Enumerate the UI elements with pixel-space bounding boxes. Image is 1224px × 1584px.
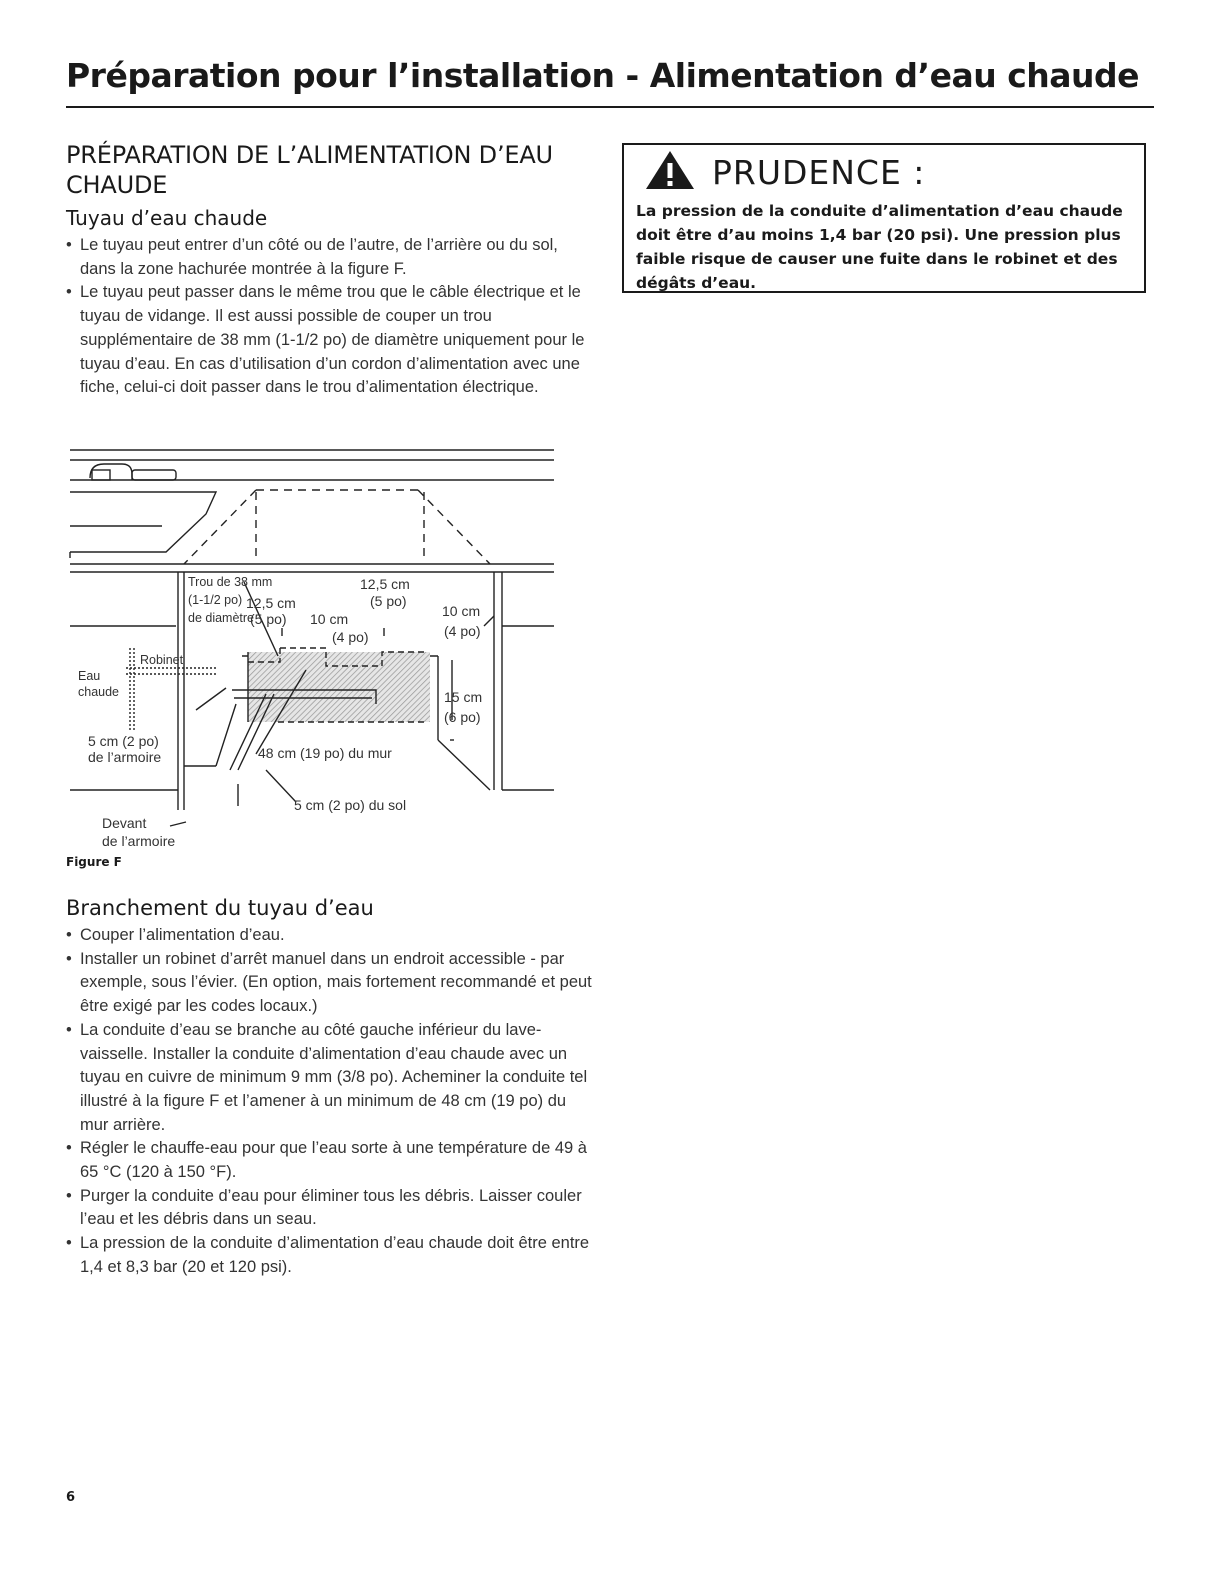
fig-label-hole-2: (1-1/2 po) (188, 593, 243, 607)
list-item: • Purger la conduite d’eau pour éliminer tous les débris. Laisser couler l’eau et les débris dans un seau. (66, 1185, 596, 1232)
fig-label-cab-1: 5 cm (2 po) (88, 733, 159, 749)
figure-f (66, 440, 566, 870)
list-item: • Régler le chauffe-eau pour que l’eau sorte à une température de 49 à 65 °C (120 à 150 °F). (66, 1137, 596, 1184)
pipe-subheading: Tuyau d’eau chaude (66, 206, 268, 230)
connection-section (66, 896, 596, 1280)
fig-label-hot-2: chaude (78, 685, 120, 699)
fig-label-front-2: de l’armoire (102, 833, 176, 849)
section-heading: PRÉPARATION DE L’ALIMENTATION D’EAU CHAUDE (66, 141, 553, 199)
fig-label-5po-b: (5 po) (370, 593, 407, 609)
fig-label-125-a: 12,5 cm (246, 595, 296, 611)
figure-caption: Figure F (66, 855, 122, 869)
fig-label-hot-1: Eau (78, 669, 101, 683)
caution-box (622, 143, 1146, 293)
page-number: 6 (66, 1490, 76, 1505)
fig-label-5po-a: (5 po) (250, 611, 287, 627)
connection-list (66, 924, 596, 1280)
fig-label-10-a: 10 cm (310, 611, 349, 627)
fig-label-4po-a: (4 po) (332, 629, 369, 645)
pipe-list (66, 234, 596, 400)
fig-label-wall: 48 cm (19 po) du mur (258, 745, 392, 761)
title-divider (66, 106, 1154, 108)
fig-label-125-b: 12,5 cm (360, 576, 410, 592)
list-item: • Installer un robinet d’arrêt manuel dans un endroit accessible - par exemple, sous l’évier. (En option, mais fortement recommandé et peut être exigé par les codes locaux.) (66, 948, 596, 1019)
list-item: • Le tuyau peut passer dans le même trou que le câble électrique et le tuyau de vidange. Il est aussi possible de couper un trou supplémentaire de 38 mm (1-1/2 po) de diamètre uniquement pour le tuyau d’eau. En cas d’utilisation d’un cordon d’alimentation avec une fiche, celui-ci doit passer dans le trou d’alimentation électrique. (66, 281, 596, 400)
fig-label-hole-3: de diamètre (188, 611, 255, 625)
fig-label-cab-2: de l’armoire (88, 749, 162, 765)
page-title: Préparation pour l’installation - Alimentation d’eau chaude (66, 56, 1140, 95)
list-item: • Le tuyau peut entrer d’un côté ou de l’autre, de l’arrière ou du sol, dans la zone hachurée montrée à la figure F. (66, 234, 596, 281)
fig-label-valve: Robinet (140, 653, 184, 667)
list-item: • La conduite d’eau se branche au côté gauche inférieur du lave-vaisselle. Installer la conduite d’alimentation d’eau chaude avec un tuyau en cuivre de minimum 9 mm (3/8 po). Acheminer la conduite tel illustré à la figure F et l’amener à un minimum de 48 cm (19 po) du mur arrière. (66, 1019, 596, 1138)
list-item: • La pression de la conduite d’alimentation d’eau chaude doit être entre 1,4 et 8,3 bar (20 et 120 psi). (66, 1232, 596, 1279)
caution-header (644, 149, 925, 195)
fig-label-10-b: 10 cm (442, 603, 481, 619)
left-column (66, 140, 596, 400)
fig-label-4po-b: (4 po) (444, 623, 481, 639)
caution-title: PRUDENCE : (712, 152, 926, 192)
fig-label-floor: 5 cm (2 po) du sol (294, 797, 407, 813)
fig-label-6po: (6 po) (444, 709, 481, 725)
connection-subheading: Branchement du tuyau d’eau (66, 896, 374, 920)
caution-text: La pression de la conduite d’alimentation d’eau chaude doit être d’au moins 1,4 bar (20 psi). Une pression plus faible risque de causer une fuite dans le robinet et des dégâts d’eau. (636, 202, 1123, 292)
fig-label-hole-1: Trou de 38 mm (188, 575, 273, 589)
fig-label-front-1: Devant (102, 815, 147, 831)
fig-label-15: 15 cm (444, 689, 483, 705)
installation-diagram (66, 440, 566, 860)
list-item: • Couper l’alimentation d’eau. (66, 924, 596, 948)
warning-triangle-icon (644, 149, 696, 195)
